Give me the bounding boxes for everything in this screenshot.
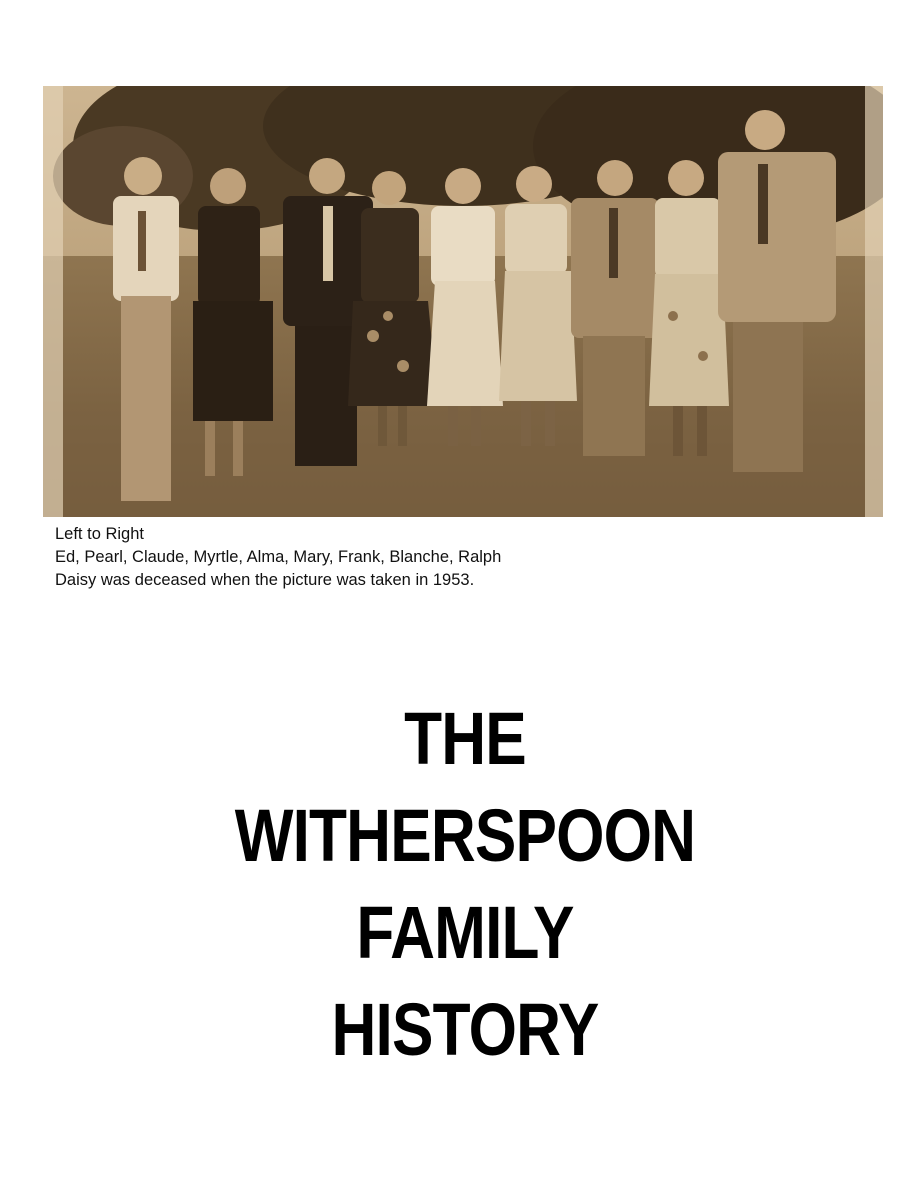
document-title <box>0 690 918 1078</box>
title-line-the: THE <box>404 697 526 780</box>
caption-line-note: Daisy was deceased when the picture was taken in 1953. <box>55 571 475 589</box>
caption-line-order: Left to Right <box>55 525 144 543</box>
family-photo-image <box>43 86 883 517</box>
title-line-witherspoon: WITHERSPOON <box>234 794 696 877</box>
caption-line-names: Ed, Pearl, Claude, Myrtle, Alma, Mary, Frank, Blanche, Ralph <box>55 548 502 566</box>
title-line-family: FAMILY <box>356 891 574 974</box>
title-line-history: HISTORY <box>331 988 599 1071</box>
photo-caption <box>55 523 501 592</box>
family-photo <box>43 86 883 517</box>
